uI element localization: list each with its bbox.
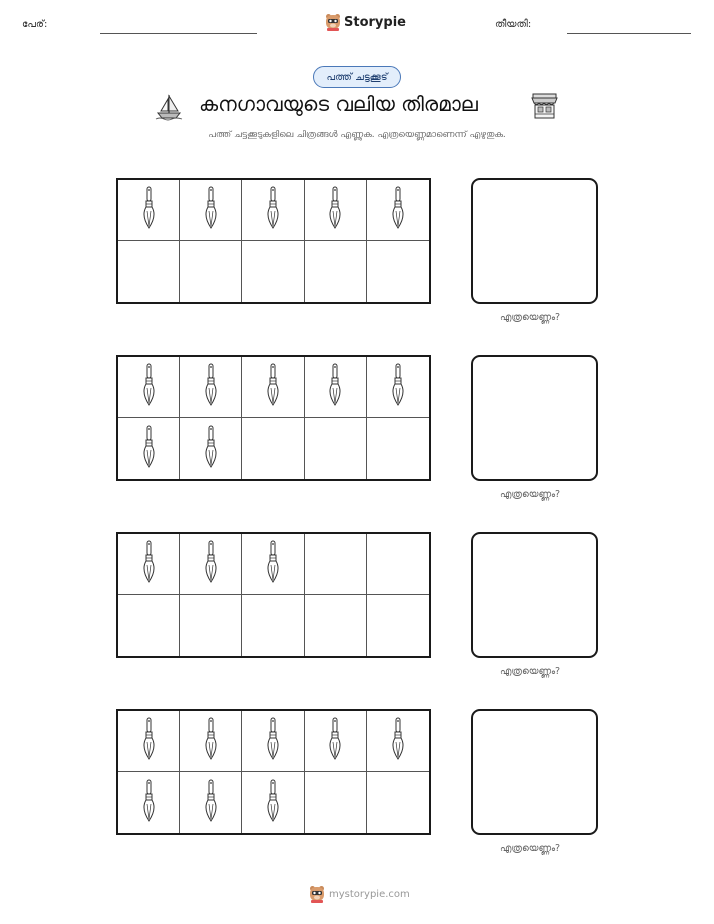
paintbrush-icon (390, 363, 406, 411)
paintbrush-icon (203, 717, 219, 765)
ten-frame (116, 709, 431, 835)
ten-frame-cell (118, 534, 180, 595)
paintbrush-icon (203, 363, 219, 411)
answer-prompt: എത്രയെണ്ണം? (500, 843, 561, 854)
ten-frame (116, 355, 431, 481)
ten-frame-cell (180, 180, 242, 241)
ten-frame-cell (118, 595, 180, 656)
ten-frame-cell (367, 241, 429, 302)
ten-frame-cell (305, 180, 367, 241)
ten-frame-cell (242, 534, 304, 595)
ten-frame-cell (305, 711, 367, 772)
paintbrush-icon (141, 363, 157, 411)
ten-frame-cell (242, 595, 304, 656)
paintbrush-icon (203, 186, 219, 234)
name-label: പേര്: (22, 19, 48, 30)
answer-box[interactable] (471, 355, 598, 481)
sailboat-icon (155, 93, 183, 121)
paintbrush-icon (141, 779, 157, 827)
answer-box[interactable] (471, 178, 598, 304)
paintbrush-icon (327, 717, 343, 765)
ten-frame (116, 532, 431, 658)
ten-frame-cell (118, 357, 180, 418)
ten-frame-cell (367, 772, 429, 833)
paintbrush-icon (141, 717, 157, 765)
ten-frame-cell (242, 772, 304, 833)
ten-frame-cell (367, 595, 429, 656)
ten-frame-cell (180, 595, 242, 656)
ten-frame (116, 178, 431, 304)
ten-frame-cell (118, 711, 180, 772)
name-line[interactable] (100, 33, 257, 34)
ten-frame-cell (180, 357, 242, 418)
ten-frame-cell (180, 418, 242, 479)
ten-frame-cell (242, 357, 304, 418)
ten-frame-cell (305, 241, 367, 302)
footer-url: mystorypie.com (329, 888, 410, 900)
ten-frame-cell (118, 241, 180, 302)
paintbrush-icon (327, 186, 343, 234)
instructions-text: പത്ത് ചട്ടക്കൂടുകളിലെ ചിത്രങ്ങൾ എണ്ണുക. എത്രയെണ്ണമാണെന്ന് എഴുതുക. (208, 130, 506, 140)
ten-frame-cell (242, 711, 304, 772)
answer-box[interactable] (471, 709, 598, 835)
bear-mascot-icon (309, 885, 325, 903)
ten-frame-cell (367, 180, 429, 241)
paintbrush-icon (203, 425, 219, 473)
paintbrush-icon (265, 540, 281, 588)
paintbrush-icon (141, 425, 157, 473)
ten-frame-cell (305, 534, 367, 595)
ten-frame-cell (180, 534, 242, 595)
ten-frame-cell (118, 772, 180, 833)
ten-frame-cell (305, 595, 367, 656)
paintbrush-icon (265, 717, 281, 765)
ten-frame-cell (118, 180, 180, 241)
paintbrush-icon (390, 717, 406, 765)
brand-logo (325, 13, 406, 31)
answer-prompt: എത്രയെണ്ണം? (500, 666, 561, 677)
ten-frame-cell (367, 357, 429, 418)
date-line[interactable] (567, 33, 691, 34)
ten-frame-cell (242, 241, 304, 302)
paintbrush-icon (141, 186, 157, 234)
ten-frame-cell (180, 241, 242, 302)
brand-name: Storypie (344, 14, 406, 30)
ten-frame-cell (305, 772, 367, 833)
paintbrush-icon (265, 363, 281, 411)
ten-frame-cell (180, 711, 242, 772)
paintbrush-icon (203, 779, 219, 827)
date-label: തീയതി: (495, 19, 532, 30)
ten-frame-cell (367, 711, 429, 772)
footer (309, 885, 410, 903)
bear-mascot-icon (325, 13, 341, 31)
paintbrush-icon (265, 186, 281, 234)
paintbrush-icon (265, 779, 281, 827)
answer-prompt: എത്രയെണ്ണം? (500, 489, 561, 500)
worksheet-title: കനഗാവയുടെ വലിയ തിരമാല (199, 92, 478, 116)
ten-frame-cell (118, 418, 180, 479)
worksheet-type-badge: പത്ത് ചട്ടക്കൂട് (313, 66, 401, 88)
ten-frame-cell (367, 534, 429, 595)
paintbrush-icon (390, 186, 406, 234)
ten-frame-cell (242, 418, 304, 479)
market-stall-icon (530, 92, 559, 121)
answer-box[interactable] (471, 532, 598, 658)
ten-frame-cell (242, 180, 304, 241)
ten-frame-cell (305, 418, 367, 479)
ten-frame-cell (180, 772, 242, 833)
ten-frame-cell (305, 357, 367, 418)
paintbrush-icon (327, 363, 343, 411)
answer-prompt: എത്രയെണ്ണം? (500, 312, 561, 323)
paintbrush-icon (141, 540, 157, 588)
paintbrush-icon (203, 540, 219, 588)
ten-frame-cell (367, 418, 429, 479)
